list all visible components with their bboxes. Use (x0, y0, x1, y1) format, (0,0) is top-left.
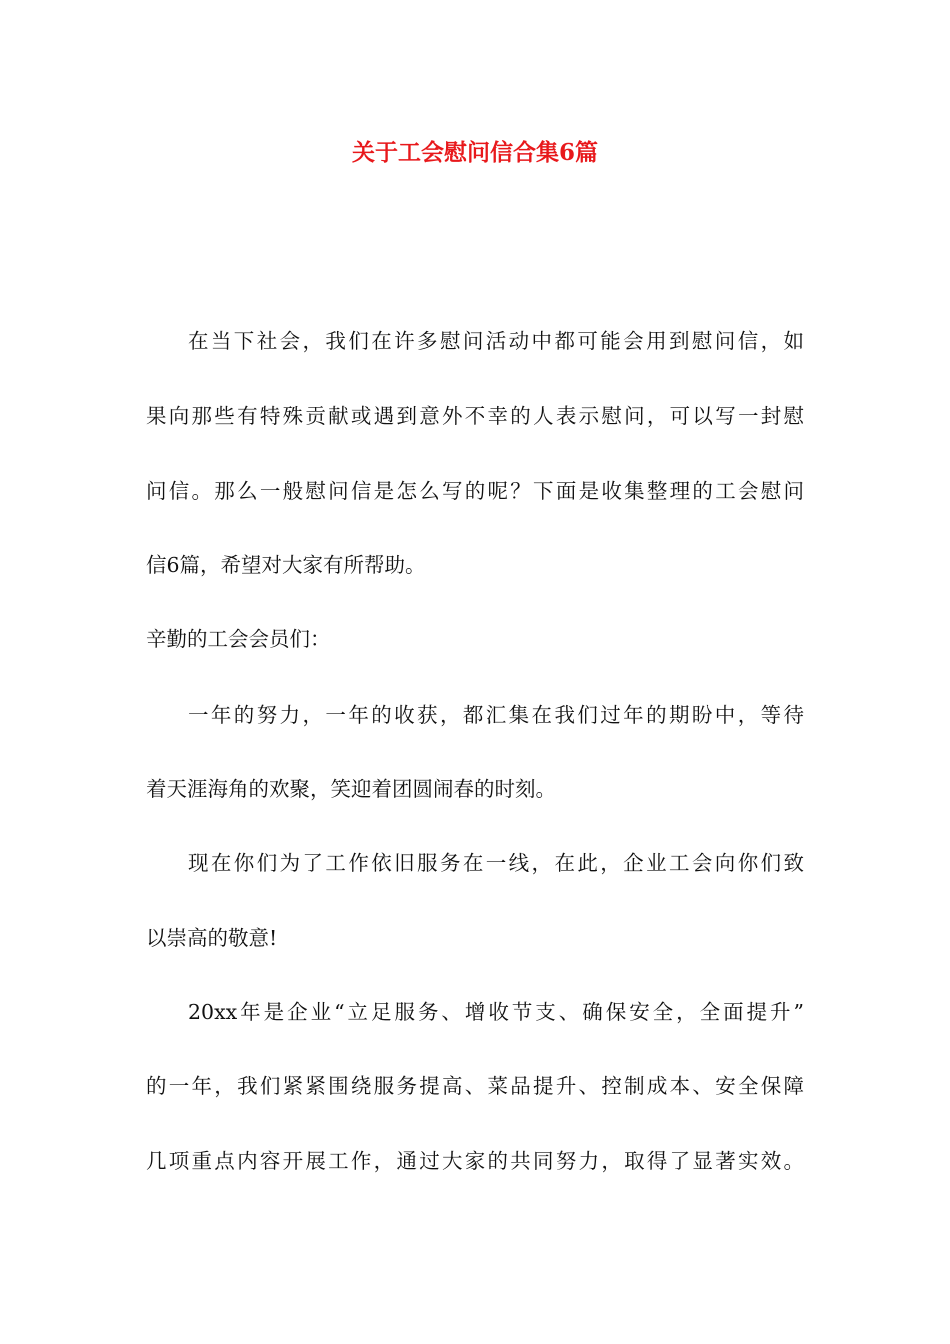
salutation: 辛勤的工会会员们： (146, 627, 331, 651)
paragraph-line: 着天涯海角的欢聚，笑迎着团圆闹春的时刻。 (146, 777, 556, 801)
paragraph-line: 果向那些有特殊贡献或遇到意外不幸的人表示慰问，可以写一封慰 (146, 404, 804, 428)
paragraph-line: 一年的努力，一年的收获，都汇集在我们过年的期盼中，等待 (188, 703, 804, 727)
paragraph-line: 20xx年是企业“立足服务、增收节支、确保安全，全面提升” (188, 1000, 804, 1024)
paragraph-line: 问信。那么一般慰问信是怎么写的呢？下面是收集整理的工会慰问 (146, 479, 804, 503)
paragraph-line: 现在你们为了工作依旧服务在一线，在此，企业工会向你们致 (188, 851, 804, 875)
paragraph-line: 以崇高的敬意! (146, 926, 278, 950)
paragraph-line: 信6篇，希望对大家有所帮助。 (146, 553, 426, 577)
paragraph-line: 的一年，我们紧紧围绕服务提高、菜品提升、控制成本、安全保障 (146, 1074, 804, 1098)
paragraph-line: 几项重点内容开展工作，通过大家的共同努力，取得了显著实效。 (146, 1149, 804, 1173)
paragraph-line: 在当下社会，我们在许多慰问活动中都可能会用到慰问信，如 (188, 329, 804, 353)
document-title: 关于工会慰问信合集6篇 (351, 139, 598, 166)
